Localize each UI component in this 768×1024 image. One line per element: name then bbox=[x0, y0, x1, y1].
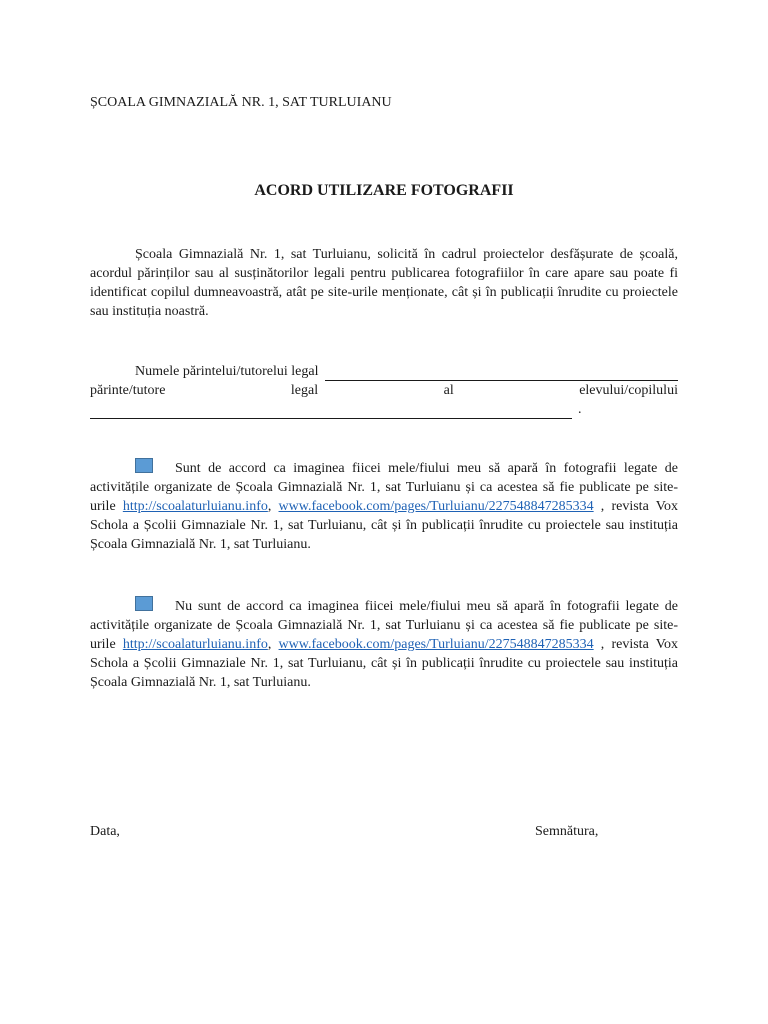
agree-link-website[interactable]: http://scoalaturluianu.info bbox=[122, 499, 268, 514]
option-disagree bbox=[90, 596, 678, 692]
parent-name-label: Numele părintelui/tutorelui legal bbox=[135, 364, 319, 379]
disagree-text: Nu sunt de accord ca imaginea fiicei mele/fiului meu să apară în fotografii legate de activitățile organizate de Școala Gimnazială Nr. 1, sat Turluianu și ca acestea să fie publicate pe site-urile bbox=[90, 599, 678, 652]
date-label: Data, bbox=[90, 824, 120, 839]
intro-paragraph: Școala Gimnazială Nr. 1, sat Turluianu, solicită în cadrul proiectelor desfășurate de școală, acordul părinților sau al susținătorilor legali pentru publicarea fotografiilor în care apare sau poate fi identificat copilul dumneavoastră, atât pe site-urile menționate, cât și în publicații înrudite cu proiectele sau instituția noastră. bbox=[90, 247, 678, 319]
school-header: ȘCOALA GIMNAZIALĂ NR. 1, SAT TURLUIANU bbox=[90, 95, 392, 110]
agree-checkbox[interactable] bbox=[135, 458, 153, 473]
agree-text: Sunt de accord ca imaginea fiicei mele/fiului meu să apară în fotografii legate de activitățile organizate de Școala Gimnazială Nr. 1, sat Turluianu și ca acestea să fie publicate pe site-urile bbox=[90, 461, 678, 514]
parent-name-blank[interactable] bbox=[325, 365, 679, 381]
disagree-checkbox[interactable] bbox=[135, 596, 153, 611]
agree-separator: , bbox=[267, 499, 272, 514]
child-name-line bbox=[90, 400, 678, 419]
disagree-text-end: , revista Vox Schola a Școlii Gimnaziale Nr. 1, sat Turluianu, cât și în publicații înrudite cu proiectele sau instituția Școala Gimnazială Nr. 1, sat Turluianu. bbox=[90, 637, 679, 690]
agree-link-facebook[interactable]: www.facebook.com/pages/Turluianu/227548847285334 bbox=[278, 499, 594, 514]
parent-role-word-1: părinte/tutore bbox=[90, 383, 166, 398]
signature-label: Semnătura, bbox=[535, 824, 599, 839]
parent-role-word-3: al bbox=[443, 383, 454, 398]
disagree-separator: , bbox=[267, 637, 272, 652]
parent-name-block bbox=[90, 362, 678, 419]
disagree-link-facebook[interactable]: www.facebook.com/pages/Turluianu/227548847285334 bbox=[278, 637, 594, 652]
child-name-blank[interactable] bbox=[90, 402, 572, 419]
option-agree bbox=[90, 458, 678, 554]
parent-role-word-4: elevului/copilului bbox=[579, 383, 678, 398]
parent-role-line bbox=[90, 381, 678, 400]
agree-text-end: , revista Vox Schola a Școlii Gimnaziale Nr. 1, sat Turluianu, cât și în publicații înrudite cu proiectele sau instituția Școala Gimnazială Nr. 1, sat Turluianu. bbox=[90, 499, 679, 552]
child-name-end: . bbox=[578, 402, 582, 417]
parent-role-word-2: legal bbox=[290, 383, 319, 398]
disagree-link-website[interactable]: http://scoalaturluianu.info bbox=[122, 637, 268, 652]
parent-name-line bbox=[90, 362, 678, 381]
document-title: ACORD UTILIZARE FOTOGRAFII bbox=[254, 182, 514, 199]
